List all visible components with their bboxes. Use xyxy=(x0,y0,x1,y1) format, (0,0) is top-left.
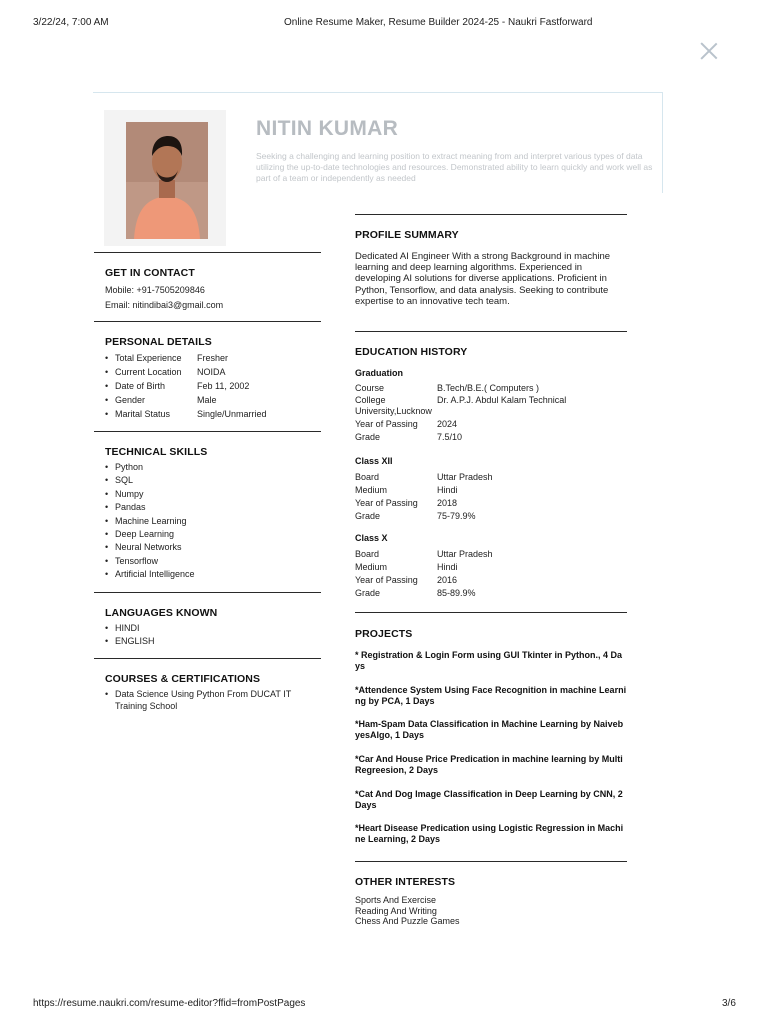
languages-title: LANGUAGES KNOWN xyxy=(105,607,218,619)
personal-detail-row: • Gender Male xyxy=(105,395,217,405)
list-item: • HINDI xyxy=(105,622,315,635)
detail-value: 2018 xyxy=(437,498,458,508)
detail-value: Fresher xyxy=(197,353,229,363)
print-datetime: 3/22/24, 7:00 AM xyxy=(33,17,109,28)
detail-label: Medium xyxy=(355,562,388,572)
education-title: EDUCATION HISTORY xyxy=(355,346,468,358)
education-row xyxy=(355,548,635,561)
class12-title: Class XII xyxy=(355,456,393,466)
detail-label: Board xyxy=(355,549,380,559)
personal-detail-row: • Marital Status Single/Unmarried xyxy=(105,409,267,419)
detail-value: B.Tech/B.E.( Computers ) xyxy=(437,383,540,393)
detail-label: Date of Birth xyxy=(115,381,166,391)
education-row xyxy=(355,497,635,510)
detail-value: Hindi xyxy=(437,485,458,495)
personal-details-list xyxy=(105,351,315,421)
interests-list xyxy=(355,895,460,927)
list-item: • SQL xyxy=(105,474,315,487)
detail-value: Single/Unmarried xyxy=(197,409,267,419)
divider xyxy=(94,592,321,593)
technical-skills-title: TECHNICAL SKILLS xyxy=(105,446,208,458)
list-item: • Neural Networks xyxy=(105,541,315,554)
list-item: • Data Science Using Python From DUCAT IT Training School xyxy=(105,689,315,712)
list-item: • Python xyxy=(105,461,315,474)
detail-label: Grade xyxy=(355,588,381,598)
divider xyxy=(94,321,321,322)
project-item: *Attendence System Using Face Recognition in machine Learning by PCA, 1 Days xyxy=(355,685,627,706)
detail-value: Hindi xyxy=(437,562,458,572)
person-portrait-image xyxy=(126,122,208,239)
education-row xyxy=(355,561,635,574)
personal-detail-row: • Total Experience Fresher xyxy=(105,353,229,363)
class12-details xyxy=(355,471,635,523)
college-value-cont: University,Lucknow xyxy=(355,406,432,416)
detail-value: Uttar Pradesh xyxy=(437,549,493,559)
detail-label: Total Experience xyxy=(115,353,182,363)
detail-label: Medium xyxy=(355,485,388,495)
contact-email: Email: nitindibai3@gmail.com xyxy=(105,300,224,310)
list-item: • Machine Learning xyxy=(105,515,315,528)
profile-photo-frame xyxy=(104,110,226,246)
languages-list xyxy=(105,622,315,649)
divider xyxy=(355,861,627,862)
detail-label: Grade xyxy=(355,511,381,521)
detail-label: Gender xyxy=(115,395,146,405)
detail-value: Male xyxy=(197,395,217,405)
contact-mobile: Mobile: +91-7505209846 xyxy=(105,285,205,295)
list-item: • Pandas xyxy=(105,501,315,514)
detail-label: Course xyxy=(355,383,385,393)
detail-value: Feb 11, 2002 xyxy=(197,381,250,391)
education-row xyxy=(355,510,635,523)
list-item: • Artificial Intelligence xyxy=(105,568,315,581)
divider xyxy=(355,612,627,613)
class10-details xyxy=(355,548,635,600)
interests-title: OTHER INTERESTS xyxy=(355,876,456,888)
class10-title: Class X xyxy=(355,533,388,543)
detail-value: 7.5/10 xyxy=(437,431,463,442)
graduation-details xyxy=(355,382,635,444)
detail-value: 2024 xyxy=(437,418,458,429)
education-row xyxy=(355,471,635,484)
detail-value: 75-79.9% xyxy=(437,511,476,521)
detail-value: Uttar Pradesh xyxy=(437,472,493,482)
profile-summary-text: Dedicated AI Engineer With a strong Background in machine learning and deep learning algorithms. Experienced in developing AI solutions for diverse applications. Proficient in Python, Tensorflow, and data analysis. Seeking to contribute expertise to an innovative tech team. xyxy=(355,251,611,307)
career-objective: Seeking a challenging and learning position to extract meaning from and interpret various types of data utilizing the up-to-date technologies and resources. Demonstrated ability to learn quickly and work well as part of a team or independently as needed xyxy=(256,151,653,183)
divider xyxy=(355,214,627,215)
project-item: *Cat And Dog Image Classification in Deep Learning by CNN, 2 Days xyxy=(355,789,623,810)
divider xyxy=(94,252,321,253)
print-url: https://resume.naukri.com/resume-editor?ffid=fromPostPages xyxy=(33,998,306,1009)
detail-value: 2016 xyxy=(437,575,458,585)
detail-label: Grade xyxy=(355,431,381,442)
detail-label: College xyxy=(355,395,386,405)
list-item: • Numpy xyxy=(105,488,315,501)
list-item: • Tensorflow xyxy=(105,555,315,568)
education-row xyxy=(355,484,635,497)
education-row xyxy=(355,418,635,431)
education-row xyxy=(355,431,635,444)
divider xyxy=(94,431,321,432)
project-item: *Car And House Price Predication in machine learning by MultiRegreesion, 2 Days xyxy=(355,754,623,775)
close-icon[interactable] xyxy=(700,42,718,60)
print-page-number: 3/6 xyxy=(722,998,736,1009)
detail-value: Dr. A.P.J. Abdul Kalam Technical xyxy=(437,395,567,405)
courses-title: COURSES & CERTIFICATIONS xyxy=(105,673,261,685)
profile-summary-title: PROFILE SUMMARY xyxy=(355,229,459,241)
personal-detail-row: • Date of Birth Feb 11, 2002 xyxy=(105,381,250,391)
list-item: Sports And Exercise xyxy=(355,895,437,905)
list-item: • Deep Learning xyxy=(105,528,315,541)
detail-label: Year of Passing xyxy=(355,498,418,508)
profile-photo xyxy=(126,122,208,239)
education-row xyxy=(355,395,635,406)
detail-label: Marital Status xyxy=(115,409,171,419)
divider xyxy=(355,331,627,332)
candidate-name: NITIN KUMAR xyxy=(256,117,399,140)
education-row xyxy=(355,382,635,395)
divider xyxy=(94,658,321,659)
list-item: • ENGLISH xyxy=(105,635,315,648)
education-row xyxy=(355,587,635,600)
personal-details-title: PERSONAL DETAILS xyxy=(105,336,212,348)
courses-list xyxy=(105,689,315,712)
project-item: *Heart Disease Predication using Logistic Regression in Machine Learning, 2 Days xyxy=(355,823,624,844)
projects-title: PROJECTS xyxy=(355,628,413,640)
detail-label: Year of Passing xyxy=(355,418,418,429)
personal-detail-row: • Current Location NOIDA xyxy=(105,367,226,377)
print-page-title: Online Resume Maker, Resume Builder 2024-25 - Naukri Fastforward xyxy=(284,17,593,28)
project-item: * Registration & Login Form using GUI Tkinter in Python., 4 Days xyxy=(355,650,623,671)
list-item: Chess And Puzzle Games xyxy=(355,916,460,926)
detail-value: 85-89.9% xyxy=(437,588,476,598)
detail-label: Year of Passing xyxy=(355,575,418,585)
technical-skills-list xyxy=(105,461,315,582)
detail-label: Current Location xyxy=(115,367,182,377)
contact-section-title: GET IN CONTACT xyxy=(105,267,195,279)
project-item: *Ham-Spam Data Classification in Machine Learning by NaivebyesAlgo, 1 Days xyxy=(355,719,624,740)
list-item: Reading And Writing xyxy=(355,905,437,916)
detail-value: NOIDA xyxy=(197,367,226,377)
detail-label: Board xyxy=(355,472,380,482)
education-row xyxy=(355,574,635,587)
graduation-title: Graduation xyxy=(355,368,404,378)
